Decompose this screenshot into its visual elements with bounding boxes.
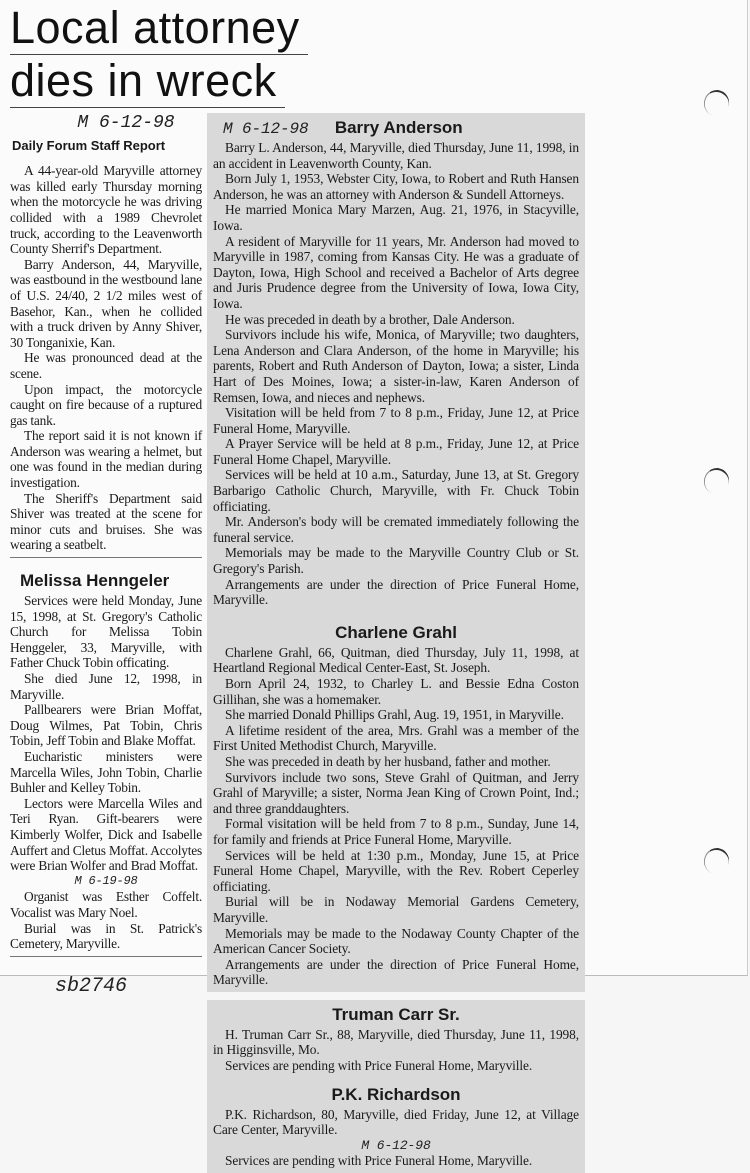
paragraph: Eucharistic ministers were Marcella Wiles, John Tobin, Charlie Buhler and Kelley Tobin. <box>10 748 202 796</box>
paragraph: Services are pending with Price Funeral Home, Maryville. <box>225 1058 533 1074</box>
paragraph: Memorials may be made to the Nodaway County Chapter of the American Cancer Society. <box>213 925 579 957</box>
paragraph: Organist was Esther Coffelt. Vocalist was Mary Noel. <box>10 889 202 920</box>
paragraph: Visitation will be held from 7 to 8 p.m., Friday, June 12, at Price Funeral Home, Maryville. <box>213 405 579 436</box>
paragraph: A lifetime resident of the area, Mrs. Grahl was a member of the First United Methodist Church, Maryville. <box>213 722 579 754</box>
paragraph: A 44-year-old Maryville attorney was killed early Thursday morning when the motorcycle he was driving collided with a 1989 Chevrolet truck, according to the Leavenworth County Sherrif's Department. <box>10 163 202 257</box>
news-article <box>10 113 202 558</box>
obituaries-panel <box>207 113 585 992</box>
paragraph: Formal visitation will be held from 7 to 8 p.m., Sunday, June 14, for family and friends at Price Funeral Home, Maryville. <box>213 816 579 847</box>
headline <box>10 2 308 108</box>
paragraph: He was preceded in death by a brother, Dale Anderson. <box>225 311 515 327</box>
handwritten-id: sb2746 <box>55 974 128 998</box>
paragraph: Charlene Grahl, 66, Quitman, died Thursday, July 11, 1998, at Heartland Regional Medical Center-East, St. Joseph. <box>213 644 579 676</box>
paragraph: Memorials may be made to the Maryville Country Club or St. Gregory's Parish. <box>213 545 579 577</box>
obituary-melissa-henngeler <box>10 570 202 957</box>
paragraph: P.K. Richardson, 80, Maryville, died Friday, June 12, at Village Care Center, Maryville. <box>213 1106 579 1138</box>
paragraph: The Sheriff's Department said Shiver was treated at the scene for minor cuts and bruises. She was wearing a seatbelt. <box>10 490 202 553</box>
paragraph: She died June 12, 1998, in Maryville. <box>10 671 202 702</box>
paragraph: A Prayer Service will be held at 8 p.m., Friday, June 12, at Price Funeral Home Chapel, Maryville. <box>213 436 579 467</box>
paragraph: Burial was in St. Patrick's Cemetery, Maryville. <box>10 920 202 952</box>
paragraph: Services will be held at 10 a.m., Saturday, June 13, at St. Gregory Barbarigo Catholic Church, Maryville, with Fr. Chuck Tobin officiating. <box>213 467 579 514</box>
handwritten-date: M 6-12-98 <box>361 1137 431 1153</box>
obituary-body <box>10 593 202 952</box>
obituary-title: P.K. Richardson <box>331 1084 461 1104</box>
paragraph: She was preceded in death by her husband, father and mother. <box>225 753 551 769</box>
paragraph: Barry Anderson, 44, Maryville, was eastbound in the westbound lane of U.S. 24/40, 2 1/2 miles west of Basehor, Kan., when he collided with a truck driven by Anny Shiver, 30 Tonganixie, Kan. <box>10 256 202 350</box>
headline-line: Local attorney <box>10 2 308 55</box>
obituary-title: Truman Carr Sr. <box>332 1004 460 1024</box>
obituary-header <box>213 115 579 140</box>
paragraph: Services are pending with Price Funeral Home, Maryville. <box>225 1153 533 1169</box>
headline-line: dies in wreck <box>10 55 285 108</box>
paragraph: She married Donald Phillips Grahl, Aug. 19, 1951, in Maryville. <box>225 707 564 723</box>
paragraph: Barry L. Anderson, 44, Maryville, died Thursday, June 11, 1998, in an accident in Leavenworth County, Kan. <box>213 140 579 171</box>
paragraph: H. Truman Carr Sr., 88, Maryville, died Thursday, June 11, 1998, in Higginsville, Mo. <box>213 1026 579 1058</box>
paragraph: Arrangements are under the direction of Price Funeral Home, Maryville. <box>213 956 579 988</box>
paragraph: Born July 1, 1953, Webster City, Iowa, to Robert and Ruth Hansen Anderson, he was an attorney with Anderson & Sundell Attorneys. <box>213 171 579 202</box>
byline: Daily Forum Staff Report <box>12 137 166 153</box>
obituary-body <box>213 1107 579 1169</box>
paragraph: Services were held Monday, June 15, 1998, at St. Gregory's Catholic Church for Melissa Tobin Henggeler, 33, Maryville, with Father Chuck Tobin officating. <box>10 593 202 671</box>
obituary-body <box>213 645 579 988</box>
paragraph: The report said it is not known if Anderson was wearing a helmet, but one was found in the median during investigation. <box>10 428 202 491</box>
paragraph: Upon impact, the motorcycle caught on fire because of a ruptured gas tank. <box>10 381 202 428</box>
handwritten-date: M 6-12-98 <box>77 113 175 133</box>
obituary-body <box>213 140 579 608</box>
paragraph: Lectors were Marcella Wiles and Teri Ryan. Gift-bearers were Kimberly Wolfer, Dick and Isabelle Auffert and Cletus Moffat. Accolytes were Brian Wolfer and Brad Moffat. <box>10 795 203 874</box>
article-body <box>10 163 202 553</box>
paragraph: Burial will be in Nodaway Memorial Gardens Cemetery, Maryville. <box>213 894 579 925</box>
paragraph: Survivors include two sons, Steve Grahl of Quitman, and Jerry Grahl of Maryville; a sister, Norma Jean King of Crown Point, Ind.; and three granddaughters. <box>213 769 579 816</box>
obituary-title: Melissa Henngeler <box>20 571 170 591</box>
paragraph: He married Monica Mary Marzen, Aug. 21, 1976, in Stacyville, Iowa. <box>213 202 579 233</box>
paragraph: Arrangements are under the direction of Price Funeral Home, Maryville. <box>213 576 579 608</box>
handwritten-date: M 6-19-98 <box>74 873 138 888</box>
obituaries-column <box>207 113 585 1173</box>
left-column <box>10 113 203 998</box>
paragraph: Pallbearers were Brian Moffat, Doug Wilmes, Pat Tobin, Chris Tobin, Jeff Tobin and Blake Moffat. <box>10 702 202 749</box>
obituary-title: Barry Anderson <box>334 118 463 137</box>
paragraph: Survivors include his wife, Monica, of Maryville; two daughters, Lena Anderson and Clara Anderson, of the home in Maryville; his parents, Robert and Ruth Anderson of Dayton, Iowa; a sister, Linda Hart of Des Moines, Iowa; a sister-in-law, Karen Anderson of Remsen, Iowa, and nieces and nephews. <box>213 327 579 405</box>
paragraph: A resident of Maryville for 11 years, Mr. Anderson had moved to Maryville in 1987, coming from Kansas City. He was a graduate of Dayton, Iowa, High School and received a Bachelor of Arts degree and Juris Prudence degree from the University of Iowa, Iowa City, Iowa. <box>213 233 579 311</box>
obituaries-panel-short <box>207 1000 585 1173</box>
obituary-title: Charlene Grahl <box>335 622 457 642</box>
paragraph: Services will be held at 1:30 p.m., Monday, June 15, at Price Funeral Home Chapel, Maryville, with the Rev. Robert Ceperley officiating. <box>213 847 579 894</box>
paragraph: Born April 24, 1932, to Charley L. and Bessie Edna Coston Gillihan, she was a homemaker. <box>213 676 579 707</box>
handwritten-date: M 6-12-98 <box>223 120 309 138</box>
paragraph: Mr. Anderson's body will be cremated immediately following the funeral service. <box>213 514 579 545</box>
paragraph: He was pronounced dead at the scene. <box>10 350 202 381</box>
obituary-body <box>213 1027 579 1074</box>
